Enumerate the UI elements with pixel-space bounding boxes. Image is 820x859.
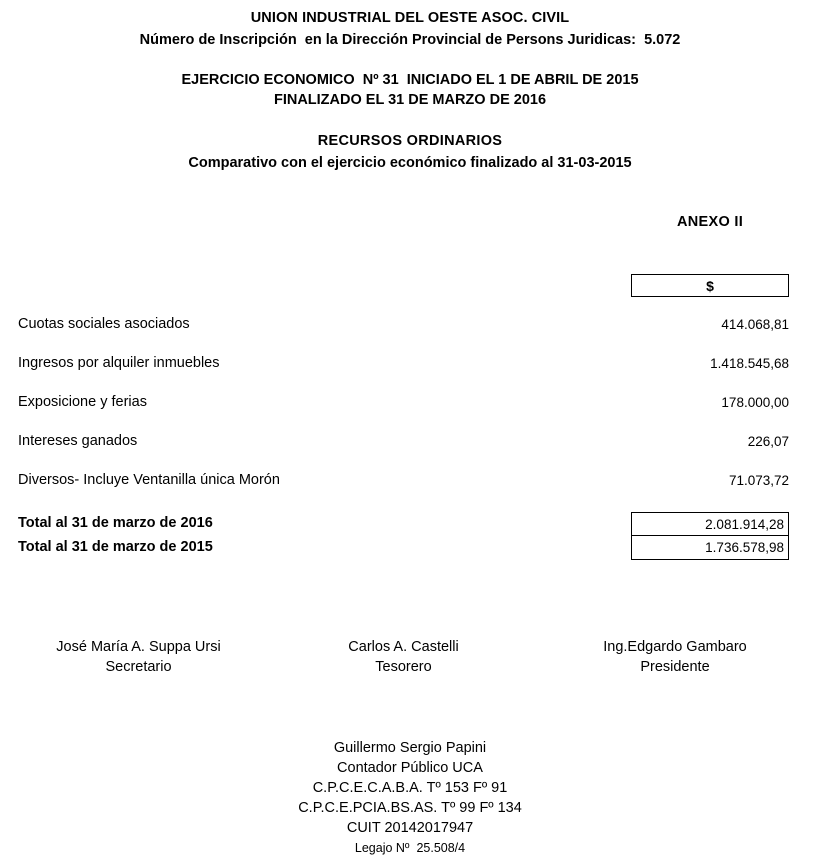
line-item-value: 71.073,72	[728, 473, 789, 488]
line-item-value: 1.418.545,68	[710, 356, 789, 371]
annex-label: ANEXO II	[676, 214, 744, 230]
line-item-label: Cuotas sociales asociados	[18, 316, 190, 332]
signature-role: Presidente	[640, 659, 710, 675]
signature-secretario	[0, 637, 277, 677]
signature-tesorero	[277, 637, 530, 677]
total-value-cell: 2.081.914,28	[631, 512, 789, 536]
signature-name: José María A. Suppa Ursi	[56, 639, 221, 655]
organization-name: UNION INDUSTRIAL DEL OESTE ASOC. CIVIL	[250, 10, 570, 26]
table-row	[0, 432, 820, 471]
table-row	[0, 315, 820, 354]
line-item-label: Intereses ganados	[18, 433, 138, 449]
line-item-label: Exposicione y ferias	[18, 394, 147, 410]
total-label: Total al 31 de marzo de 2016	[18, 515, 213, 531]
line-item-value: 414.068,81	[721, 317, 789, 332]
statement-heading-block	[0, 131, 820, 173]
table-row	[0, 471, 820, 510]
line-item-value: 226,07	[747, 434, 789, 449]
statement-subtitle: Comparativo con el ejercicio económico finalizado al 31-03-2015	[188, 155, 632, 171]
signature-role: Secretario	[105, 659, 172, 675]
total-label: Total al 31 de marzo de 2015	[18, 539, 213, 555]
signature-role: Tesorero	[375, 659, 432, 675]
table-row	[0, 354, 820, 393]
accountant-name: Guillermo Sergio Papini	[333, 740, 487, 756]
fiscal-period-start-line: EJERCICIO ECONOMICO Nº 31 INICIADO EL 1 DE ABRIL DE 2015	[181, 72, 639, 88]
totals-block	[0, 512, 820, 560]
document-header	[0, 8, 820, 50]
line-item-value: 178.000,00	[721, 395, 789, 410]
total-row-2015	[0, 536, 820, 560]
registration-number-line: Número de Inscripción en la Dirección Provincial de Persons Juridicas: 5.072	[139, 32, 681, 48]
accountant-registry-pcia: C.P.C.E.PCIA.BS.AS. Tº 99 Fº 134	[298, 800, 522, 816]
accountant-registry-caba: C.P.C.E.C.A.B.A. Tº 153 Fº 91	[312, 780, 508, 796]
line-item-label: Diversos- Incluye Ventanilla única Morón	[18, 472, 280, 488]
accountant-cuit: CUIT 20142017947	[346, 820, 474, 836]
statement-title: RECURSOS ORDINARIOS	[317, 133, 503, 149]
total-row-2016	[0, 512, 820, 536]
fiscal-period-block	[0, 70, 820, 110]
currency-header-cell: $	[631, 274, 789, 297]
table-row	[0, 393, 820, 432]
accountant-certification-block	[0, 738, 820, 858]
accountant-legajo: Legajo Nº 25.508/4	[354, 841, 466, 855]
signature-presidente	[530, 637, 820, 677]
accountant-title: Contador Público UCA	[337, 760, 483, 776]
fiscal-period-end-line: FINALIZADO EL 31 DE MARZO DE 2016	[273, 92, 547, 108]
total-value-cell: 1.736.578,98	[631, 536, 789, 560]
signature-block	[0, 637, 820, 677]
signature-name: Ing.Edgardo Gambaro	[603, 639, 747, 655]
signature-name: Carlos A. Castelli	[348, 639, 459, 655]
line-item-label: Ingresos por alquiler inmuebles	[18, 355, 220, 371]
revenue-line-items	[0, 315, 820, 510]
